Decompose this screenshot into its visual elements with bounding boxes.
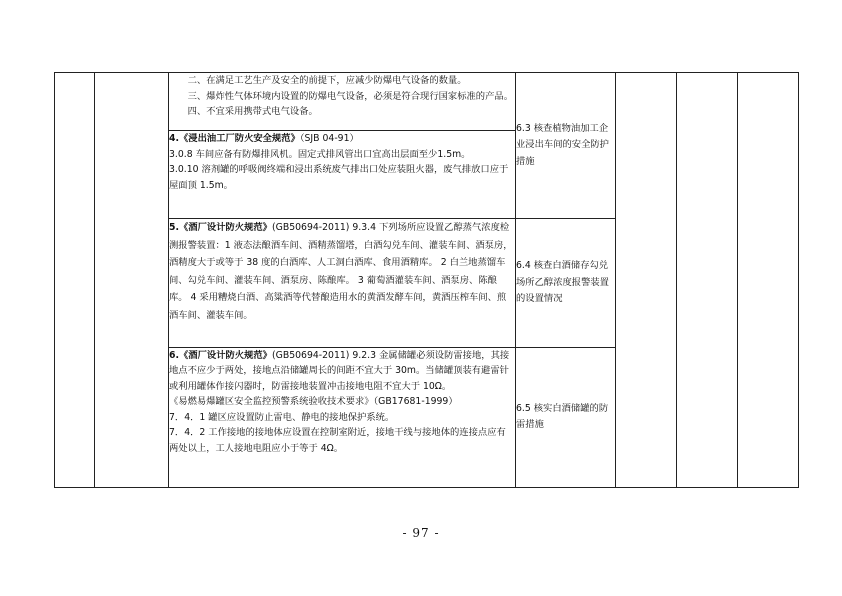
requirement-cell xyxy=(169,347,516,487)
requirement-text: 三、爆炸性气体环境内设置的防爆电气设备，必须是符合现行国家标准的产品。 xyxy=(187,90,513,102)
requirement-cell xyxy=(169,131,516,219)
requirement-text: 3.0.8 车间应备有防爆排风机。固定式排风管出口宜高出层面至少1.5m。 xyxy=(169,148,471,160)
requirement-cell xyxy=(169,219,516,347)
inspection-table xyxy=(54,72,799,488)
standard-code: （SJB 04-91） xyxy=(299,133,359,145)
page-number: - 97 - xyxy=(402,526,440,540)
requirement-text: 《易燃易爆罐区安全监控预警系统验收技术要求》（GB17681-1999） xyxy=(169,396,458,408)
item-cell xyxy=(95,73,169,488)
requirement-text: 7．4．2 工作接地的接地体应设置在控制室附近，接地干线与接地体的连接点应有两处以上，工人接地电阻应小于等于 4Ω。 xyxy=(169,427,506,454)
check-text: 6.4 核查白酒储存勾兑场所乙醇浓度报警装置的设置情况 xyxy=(516,260,609,305)
blank-cell xyxy=(616,73,677,488)
standard-title: 6.《酒厂设计防火规范》 xyxy=(169,349,272,361)
requirement-text: 二、在满足工艺生产及安全的前提下，应减少防爆电气设备的数量。 xyxy=(187,75,467,86)
requirement-text: 下列场所应设置乙醇蒸气浓度检测报警装置： xyxy=(169,222,510,251)
check-text: 6.5 核实白酒储罐的防雷措施 xyxy=(516,402,609,431)
check-text: 6.3 核查植物油加工企业浸出车间的安全防护措施 xyxy=(516,122,609,167)
requirement-cell xyxy=(169,73,516,131)
check-cell xyxy=(516,73,616,219)
table-row xyxy=(55,73,799,131)
standard-title: 5.《酒厂设计防火规范》 xyxy=(169,222,272,234)
requirement-text: 四、不宜采用携带式电气设备。 xyxy=(187,106,318,117)
requirement-text: 1 液态法酿酒车间、酒精蒸馏塔，白酒勾兑车间、灌装车间、酒泵房，酒精度大于或等于 38 度的白酒库、人工洞白酒库、食用酒精库。 2 白兰地蒸馏车间、勾兑车间、灌装车间、酒泵房、陈酿库。 3 葡萄酒灌装车间、酒泵房、陈酿库。 4 采用糟烧白酒、高粱酒等代替酿造用水的黄酒发酵车间，黄酒压榨车间、煎酒车间、灌装车间。 xyxy=(169,239,513,321)
requirement-text: 7．4．1 罐区应设置防止雷电、静电的接地保护系统。 xyxy=(169,411,395,423)
standard-code: (GB50694-2011) 9.2.3 xyxy=(271,349,377,361)
check-cell xyxy=(516,219,616,347)
requirement-text: 金属储罐必须设防雷接地，其接地点不应少于两处，接地点沿储罐周长的间距不宜大于 30m。当储罐顶装有避雷针或利用罐体作接闪器时，防雷接地装置冲击接地电阻不宜大于 10Ω。 xyxy=(169,349,510,392)
standard-title: 4.《浸出油工厂防火安全规范》 xyxy=(169,133,300,145)
index-cell xyxy=(55,73,95,488)
check-cell xyxy=(516,347,616,487)
requirement-text: 3.0.10 溶剂罐的呼吸阀终端和浸出系统废气排出口处应装阻火器，废气排放口应于屋面顶 1.5m。 xyxy=(169,164,509,191)
blank-cell xyxy=(738,73,799,488)
standard-code: (GB50694-2011) 9.3.4 xyxy=(271,222,377,234)
blank-cell xyxy=(677,73,738,488)
